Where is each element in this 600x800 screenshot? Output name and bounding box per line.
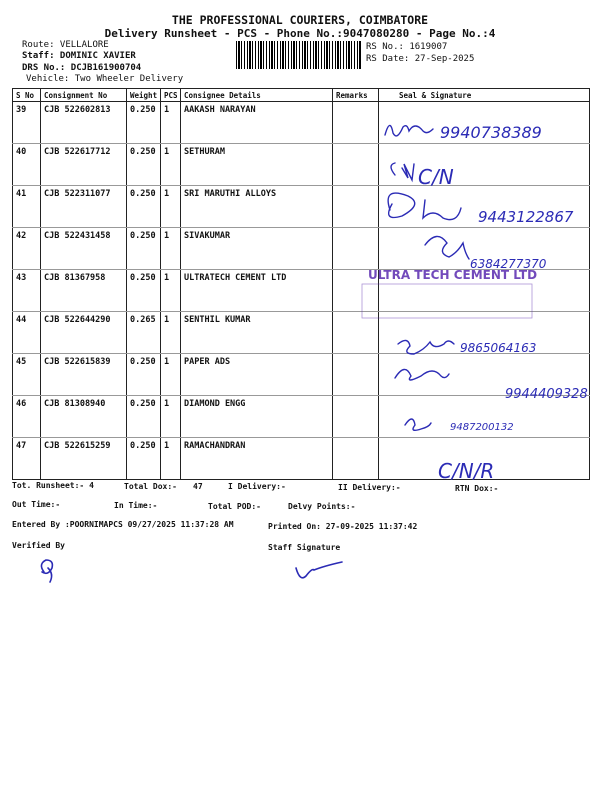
handwritten-phone: 9865064163	[460, 341, 537, 355]
rtn-dox: RTN Dox:-	[455, 484, 499, 493]
company-title: THE PROFESSIONAL COURIERS, COIMBATORE	[171, 13, 429, 27]
cell-sno: 40	[13, 144, 41, 186]
total-runsheet: Tot. Runsheet:- 4	[12, 481, 94, 490]
total-pod: Total POD:-	[208, 502, 261, 511]
ii-delivery: II Delivery:-	[338, 483, 401, 492]
printed-on: Printed On: 27-09-2025 11:37:42	[268, 522, 418, 531]
cell-weight: 0.250	[127, 270, 161, 312]
stamp-border	[362, 284, 532, 318]
drs-value: DCJB161900704	[70, 63, 142, 73]
cell-consignee: SENTHIL KUMAR	[181, 312, 333, 354]
route-label: Route: VELLALORE	[22, 40, 109, 50]
col-consignee: Consignee Details	[181, 89, 333, 102]
handwritten-phone: 9940738389	[440, 123, 542, 142]
verified-by-signature	[41, 560, 52, 582]
cell-pcs: 1	[161, 312, 181, 354]
cell-sno: 41	[13, 186, 41, 228]
cell-pcs: 1	[161, 270, 181, 312]
col-consignment: Consignment No	[41, 89, 127, 102]
out-time: Out Time:-	[12, 500, 61, 509]
cell-pcs: 1	[161, 102, 181, 144]
i-delivery: I Delivery:-	[228, 482, 286, 491]
cell-pcs: 1	[161, 354, 181, 396]
cell-consignee: ULTRATECH CEMENT LTD	[181, 270, 333, 312]
handwritten-phone: 6384277370	[470, 257, 547, 271]
handwritten-note: C/N/R	[438, 459, 495, 483]
total-dox-value: 47	[193, 482, 203, 491]
col-sno: S No	[13, 89, 41, 102]
cell-sno: 42	[13, 228, 41, 270]
rs-date: RS Date: 27-Sep-2025	[366, 54, 475, 64]
cell-pcs: 1	[161, 438, 181, 480]
cell-consignee: SIVAKUMAR	[181, 228, 333, 270]
cell-weight: 0.250	[127, 396, 161, 438]
signature-stroke	[398, 340, 454, 354]
in-time: In Time:-	[114, 501, 158, 510]
cell-consignee: SETHURAM	[181, 144, 333, 186]
cell-weight: 0.250	[127, 186, 161, 228]
cell-consignment: CJB 81308940	[41, 396, 127, 438]
cell-pcs: 1	[161, 396, 181, 438]
cell-consignee: RAMACHANDRAN	[181, 438, 333, 480]
staff-signature-label: Staff Signature	[268, 543, 341, 552]
signature-stroke	[391, 163, 414, 180]
cell-consignment: CJB 522615259	[41, 438, 127, 480]
signature-stroke	[425, 236, 469, 259]
signature-stroke	[395, 369, 449, 380]
cell-weight: 0.250	[127, 102, 161, 144]
cell-pcs: 1	[161, 186, 181, 228]
cell-weight: 0.250	[127, 438, 161, 480]
cell-consignment: CJB 522615839	[41, 354, 127, 396]
cell-sno: 44	[13, 312, 41, 354]
col-seal-signature: Seal & Signature	[379, 89, 590, 102]
signature-stroke	[388, 193, 461, 220]
staff-label: Staff: DOMINIC XAVIER	[22, 51, 136, 61]
cell-sno: 46	[13, 396, 41, 438]
entered-by: Entered By :POORNIMAPCS 09/27/2025 11:37:28 AM	[12, 520, 234, 529]
rs-number: RS No.: 1619007	[366, 42, 448, 52]
col-weight: Weight	[127, 89, 161, 102]
cell-consignee: DIAMOND ENGG	[181, 396, 333, 438]
cell-sno: 47	[13, 438, 41, 480]
cell-pcs: 1	[161, 228, 181, 270]
cell-consignee: AAKASH NARAYAN	[181, 102, 333, 144]
runsheet-subtitle: Delivery Runsheet - PCS - Phone No.:9047080280 - Page No.:4	[104, 27, 496, 40]
signature-stroke	[405, 419, 431, 430]
verified-by: Verified By	[12, 541, 65, 550]
cell-pcs: 1	[161, 144, 181, 186]
cell-sno: 43	[13, 270, 41, 312]
cell-consignment: CJB 522617712	[41, 144, 127, 186]
handwritten-note: C/N	[418, 165, 454, 189]
cell-consignment: CJB 522602813	[41, 102, 127, 144]
vehicle-label: Vehicle: Two Wheeler Delivery	[26, 74, 184, 84]
cell-consignment: CJB 522431458	[41, 228, 127, 270]
handwritten-phone: 9487200132	[450, 422, 514, 433]
cell-consignment: CJB 522644290	[41, 312, 127, 354]
drs-label: DRS No.:	[22, 63, 66, 73]
cell-consignment: CJB 81367958	[41, 270, 127, 312]
delivery-points: Delvy Points:-	[288, 502, 356, 511]
cell-sno: 39	[13, 102, 41, 144]
cell-weight: 0.265	[127, 312, 161, 354]
total-dox-label: Total Dox:-	[124, 482, 177, 491]
cell-weight: 0.250	[127, 228, 161, 270]
company-stamp: ULTRA TECH CEMENT LTD	[368, 268, 538, 282]
handwritten-phone: 9944409328	[505, 387, 588, 402]
col-pcs: PCS	[161, 89, 181, 102]
cell-sno: 45	[13, 354, 41, 396]
cell-consignee: PAPER ADS	[181, 354, 333, 396]
handwritten-phone: 9443122867	[478, 208, 574, 226]
cell-consignment: CJB 522311077	[41, 186, 127, 228]
col-remarks: Remarks	[333, 89, 379, 102]
staff-signature-scribble	[296, 562, 342, 578]
cell-weight: 0.250	[127, 354, 161, 396]
signature-stroke	[385, 125, 433, 135]
cell-weight: 0.250	[127, 144, 161, 186]
cell-consignee: SRI MARUTHI ALLOYS	[181, 186, 333, 228]
